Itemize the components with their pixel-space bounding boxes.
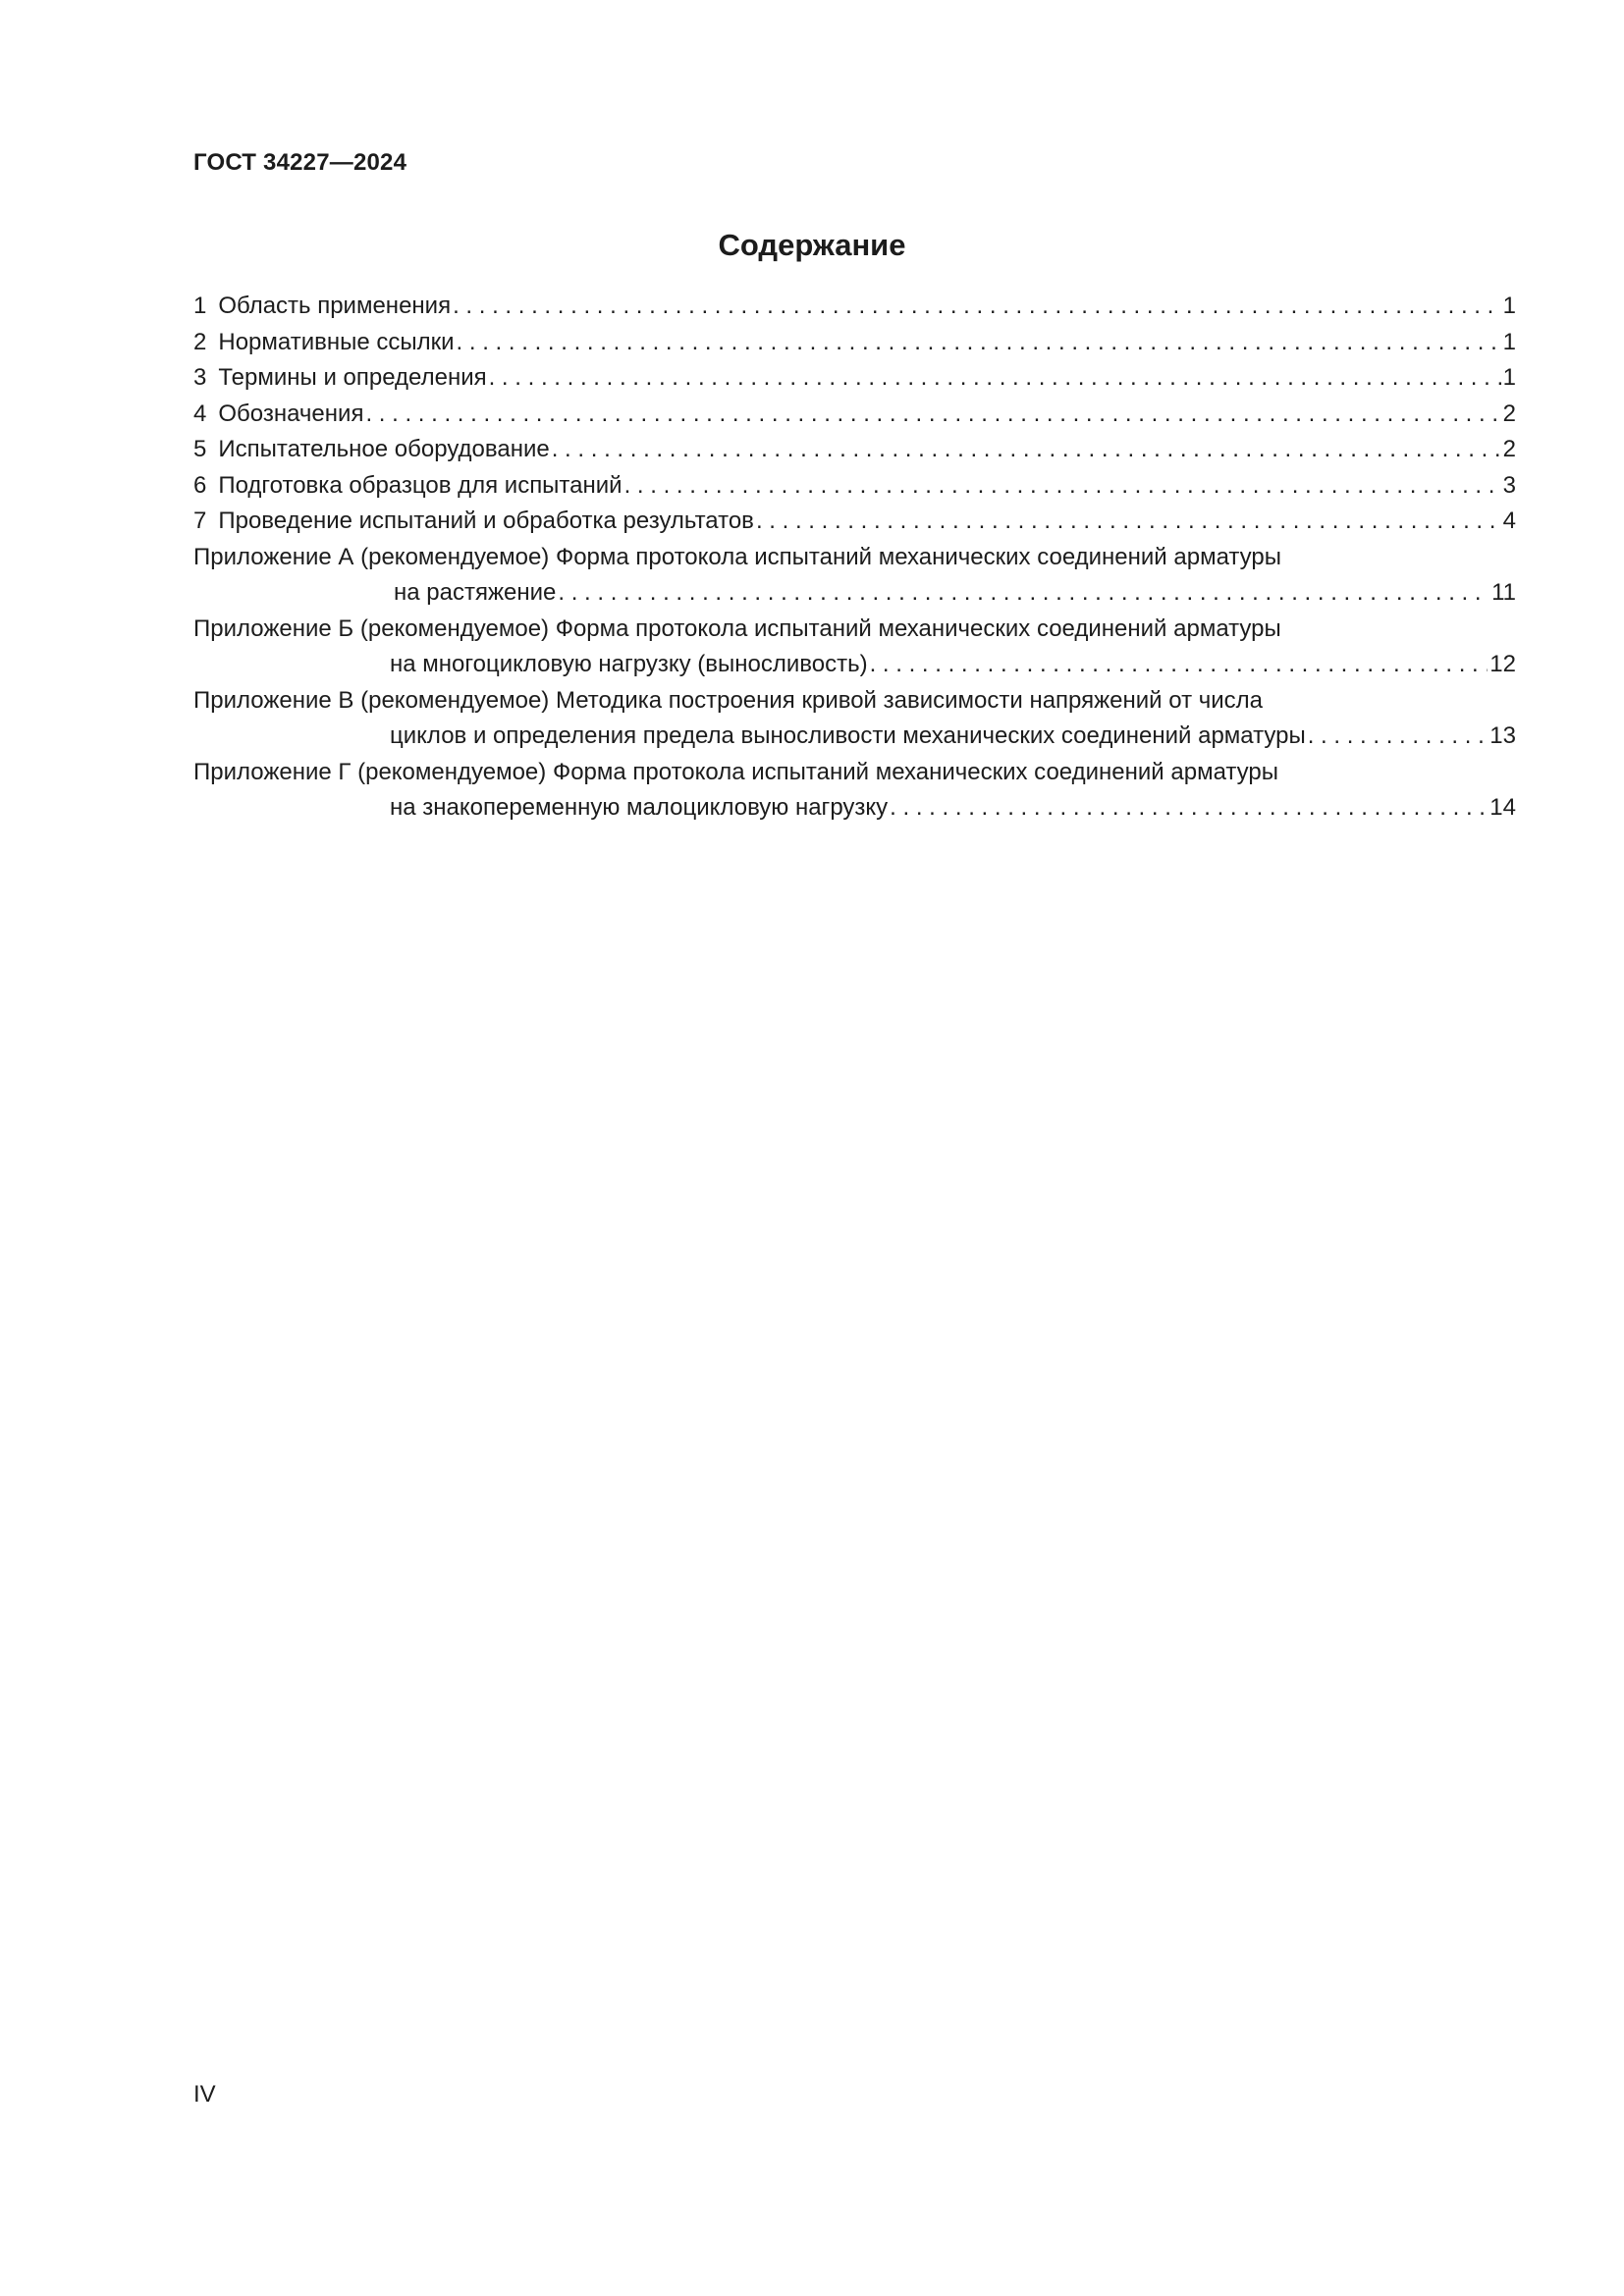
toc-entry-text	[193, 504, 754, 540]
toc-entry-number: 6	[193, 471, 207, 499]
appendix-title-line: Приложение Б (рекомендуемое) Форма протокола испытаний механических соединений арматуры	[193, 614, 1281, 642]
toc-entry-text	[193, 432, 550, 468]
toc-entry-title: Испытательное оборудование	[218, 436, 550, 462]
document-code: ГОСТ 34227—2024	[193, 149, 407, 176]
toc-entry-title: Термины и определения	[218, 364, 487, 391]
dot-leader	[870, 647, 1489, 683]
toc-entry[interactable]	[193, 468, 1516, 505]
toc-entry-title: Нормативные ссылки	[218, 328, 455, 355]
toc-entry-page: 3	[1502, 471, 1516, 499]
toc-entry-number: 2	[193, 328, 207, 355]
toc-entry-page: 13	[1489, 722, 1516, 749]
toc-entry-page: 1	[1502, 328, 1516, 355]
appendix-title-line: Приложение Г (рекомендуемое) Форма протокола испытаний механических соединений арматуры	[193, 758, 1278, 785]
toc-appendix-b[interactable]	[193, 612, 1516, 683]
toc-entry-number: 3	[193, 364, 207, 391]
dot-leader	[365, 397, 1500, 433]
toc-entry-page: 11	[1491, 579, 1516, 606]
dot-leader	[489, 360, 1501, 397]
appendix-title-continuation	[193, 647, 1516, 683]
toc-entry-text	[193, 397, 363, 433]
toc-entry-page: 1	[1502, 364, 1516, 391]
toc-appendix-g[interactable]	[193, 755, 1516, 827]
toc-entry-number: 7	[193, 507, 207, 534]
dot-leader	[552, 432, 1501, 468]
page-number: IV	[193, 2081, 216, 2108]
toc-entry[interactable]	[193, 504, 1516, 540]
toc-appendix-v[interactable]	[193, 683, 1516, 755]
toc-entry-title: Обозначения	[218, 400, 364, 427]
toc-entry-text	[193, 360, 487, 397]
toc-entry-page: 2	[1502, 400, 1516, 427]
toc-entry-page: 2	[1502, 436, 1516, 462]
toc-entry-text	[193, 468, 623, 505]
toc-entry-page: 1	[1502, 293, 1516, 319]
appendix-title-continuation	[193, 575, 1516, 612]
appendix-title-continuation	[193, 790, 1516, 827]
toc-entry-text	[193, 289, 451, 325]
toc-entry-title: Область применения	[218, 293, 452, 319]
appendix-title-end: на многоцикловую нагрузку (выносливость)	[390, 651, 868, 677]
toc-entry-title: Подготовка образцов для испытаний	[218, 471, 623, 499]
toc-entry[interactable]	[193, 325, 1516, 361]
toc-entry-number: 5	[193, 436, 207, 462]
toc-appendix-a[interactable]	[193, 540, 1516, 612]
toc-title: Содержание	[718, 228, 906, 262]
toc-entry-number: 1	[193, 293, 207, 319]
appendix-title-end: на растяжение	[394, 579, 557, 606]
toc-entry-page: 12	[1489, 651, 1516, 677]
appendix-title-continuation	[193, 719, 1516, 755]
dot-leader	[624, 468, 1501, 505]
dot-leader	[1308, 719, 1489, 755]
table-of-contents	[193, 289, 1516, 827]
dot-leader	[558, 575, 1489, 612]
toc-entry-number: 4	[193, 400, 207, 427]
toc-entry[interactable]	[193, 289, 1516, 325]
dot-leader	[457, 325, 1501, 361]
appendix-title-end: циклов и определения предела выносливости механических соединений арматуры	[390, 722, 1306, 749]
toc-entry-page: 4	[1502, 507, 1516, 534]
toc-entry-page: 14	[1489, 794, 1516, 821]
toc-entry[interactable]	[193, 397, 1516, 433]
toc-entry[interactable]	[193, 432, 1516, 468]
toc-entry-title: Проведение испытаний и обработка результатов	[218, 507, 754, 534]
dot-leader	[756, 504, 1501, 540]
appendix-title-line: Приложение А (рекомендуемое) Форма протокола испытаний механических соединений арматуры	[193, 543, 1281, 570]
dot-leader	[890, 790, 1488, 827]
appendix-title-line: Приложение В (рекомендуемое) Методика построения кривой зависимости напряжений от числа	[193, 686, 1263, 714]
toc-entry[interactable]	[193, 360, 1516, 397]
appendix-title-end: на знакопеременную малоцикловую нагрузку	[390, 794, 889, 821]
toc-entry-text	[193, 325, 455, 361]
dot-leader	[453, 289, 1501, 325]
